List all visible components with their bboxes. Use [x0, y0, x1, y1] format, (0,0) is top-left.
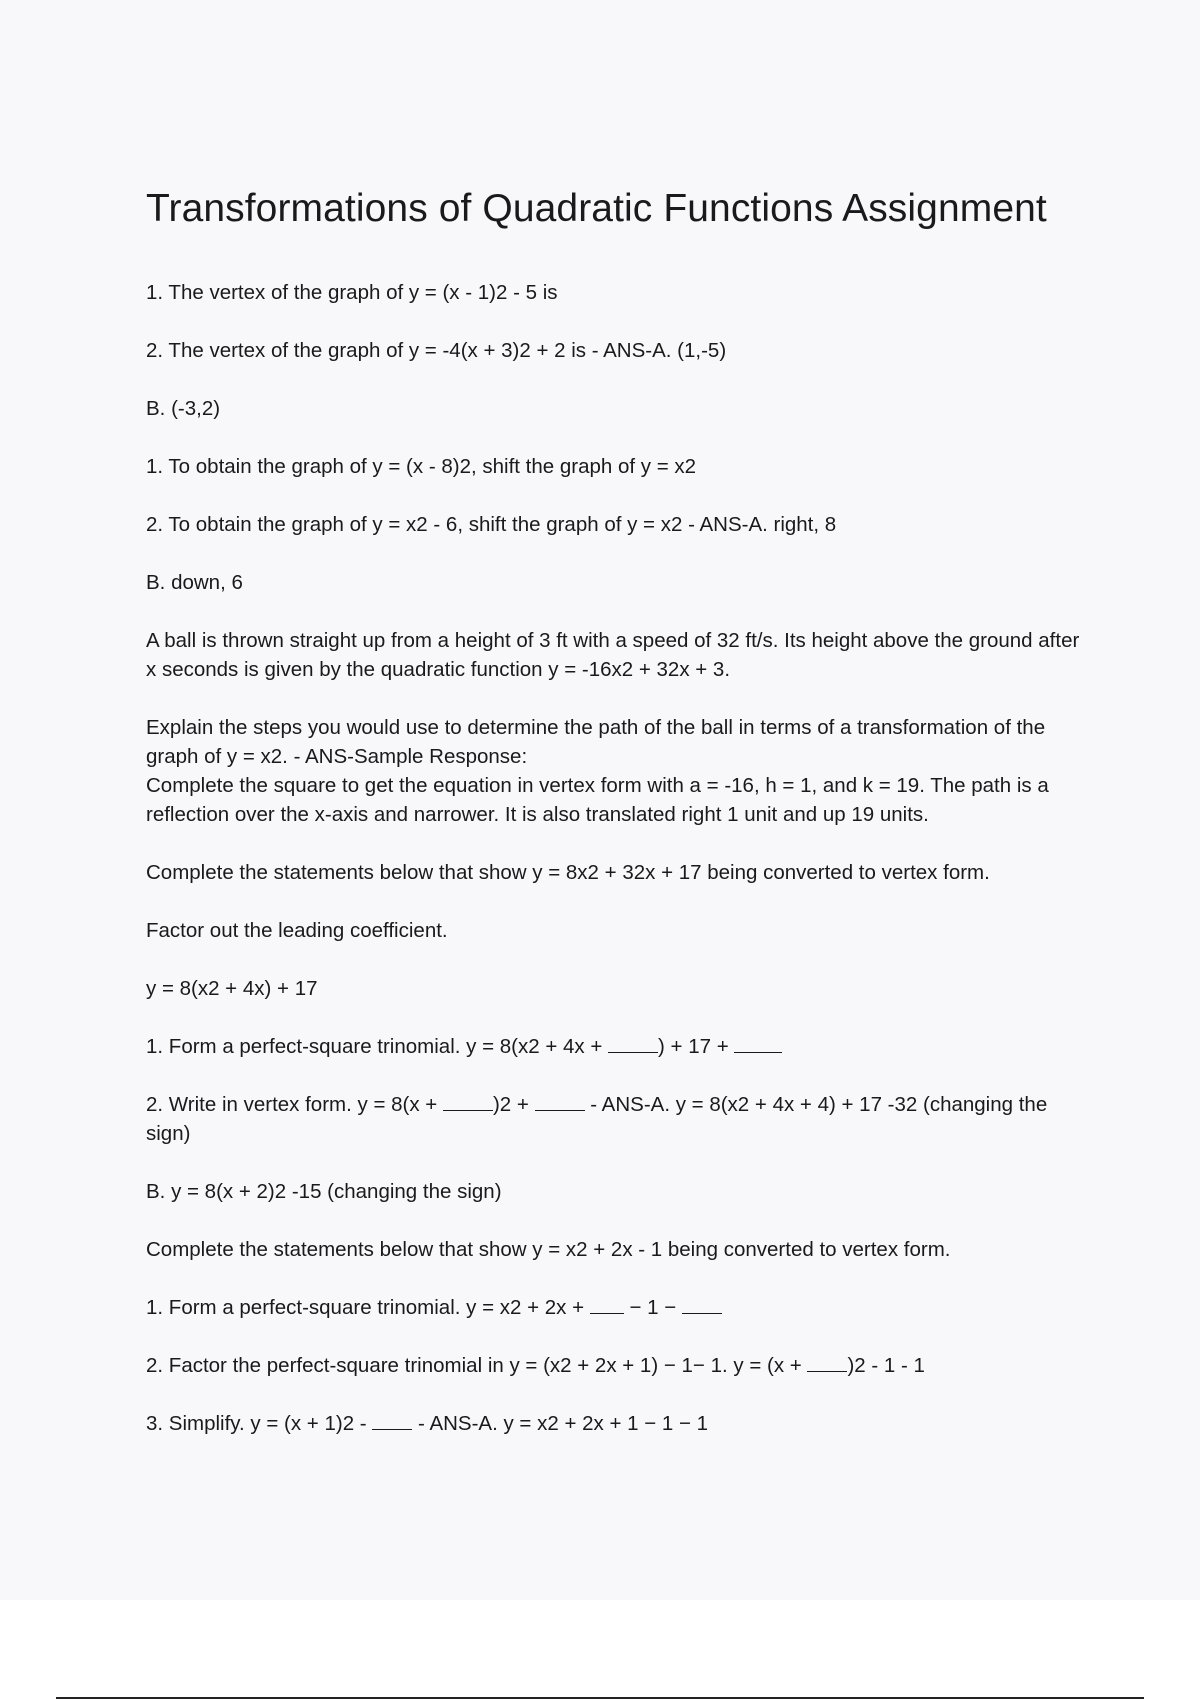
step-text: )2 - 1 - 1	[847, 1354, 925, 1377]
step-perfect-square-1	[146, 1032, 1086, 1061]
answer-b-vertex: B. (-3,2)	[146, 397, 221, 420]
explain-steps	[146, 713, 1086, 829]
step-text: 2. Write in vertex form. y = 8(x +	[146, 1093, 438, 1116]
factor-instruction: Factor out the leading coefficient.	[146, 919, 448, 942]
convert-intro-1: Complete the statements below that show y = 8x2 + 32x + 17 being converted to vertex form.	[146, 861, 990, 884]
step-text: ) + 17 +	[658, 1035, 729, 1058]
convert-intro-2: Complete the statements below that show y = x2 + 2x - 1 being converted to vertex form.	[146, 1238, 951, 1261]
question-vertex-2: 2. The vertex of the graph of y = -4(x + 3)2 + 2 is - ANS-A. (1,-5)	[146, 339, 727, 362]
answer-blank	[608, 1035, 658, 1053]
ball-problem: A ball is thrown straight up from a height of 3 ft with a speed of 32 ft/s. Its height above the ground after x seconds is given by the quadratic function y = -16x2 + 32x + 3.	[146, 629, 1080, 681]
sample-response: Complete the square to get the equation in vertex form with a = -16, h = 1, and k = 19. The path is a reflection over the x-axis and narrower. It is also translated right 1 unit and up 19 units.	[146, 774, 1049, 826]
answer-blank	[372, 1412, 412, 1430]
step-vertex-form	[146, 1090, 1086, 1148]
document-body	[146, 186, 1086, 1467]
answer-blank	[535, 1093, 585, 1111]
answer-blank	[807, 1354, 847, 1372]
page-title: Transformations of Quadratic Functions Assignment	[146, 187, 1047, 230]
step-perfect-square-2	[146, 1293, 1086, 1322]
step-text: )2 +	[492, 1093, 529, 1116]
step-text: - ANS-A. y = 8(x2 + 4x + 4) + 17 -32 (changing the sign)	[146, 1093, 1048, 1145]
question-shift-2: 2. To obtain the graph of y = x2 - 6, shift the graph of y = x2 - ANS-A. right, 8	[146, 513, 837, 536]
answer-blank	[443, 1093, 493, 1111]
answer-blank	[734, 1035, 782, 1053]
footer-divider	[56, 1697, 1144, 1699]
question-shift-1: 1. To obtain the graph of y = (x - 8)2, shift the graph of y = x2	[146, 455, 697, 478]
explain-question: Explain the steps you would use to determine the path of the ball in terms of a transformation of the graph of y = x2. - ANS-Sample Response:	[146, 716, 1046, 768]
answer-blank	[590, 1296, 624, 1314]
step-text: − 1 −	[629, 1296, 677, 1319]
step-text: - ANS-A. y = x2 + 2x + 1 − 1 − 1	[418, 1412, 709, 1435]
step-simplify	[146, 1409, 1086, 1438]
step-text: 1. Form a perfect-square trinomial. y = x2 + 2x +	[146, 1296, 585, 1319]
step-text: 3. Simplify. y = (x + 1)2 -	[146, 1412, 367, 1435]
question-vertex-1: 1. The vertex of the graph of y = (x - 1)2 - 5 is	[146, 281, 558, 304]
answer-blank	[682, 1296, 722, 1314]
factored-equation: y = 8(x2 + 4x) + 17	[146, 977, 318, 1000]
step-text: 2. Factor the perfect-square trinomial in y = (x2 + 2x + 1) − 1− 1. y = (x +	[146, 1354, 802, 1377]
step-text: 1. Form a perfect-square trinomial. y = 8(x2 + 4x +	[146, 1035, 603, 1058]
answer-b-shift: B. down, 6	[146, 571, 243, 594]
step-factor-trinomial	[146, 1351, 1086, 1380]
answer-b-vertex-form: B. y = 8(x + 2)2 -15 (changing the sign)	[146, 1180, 502, 1203]
